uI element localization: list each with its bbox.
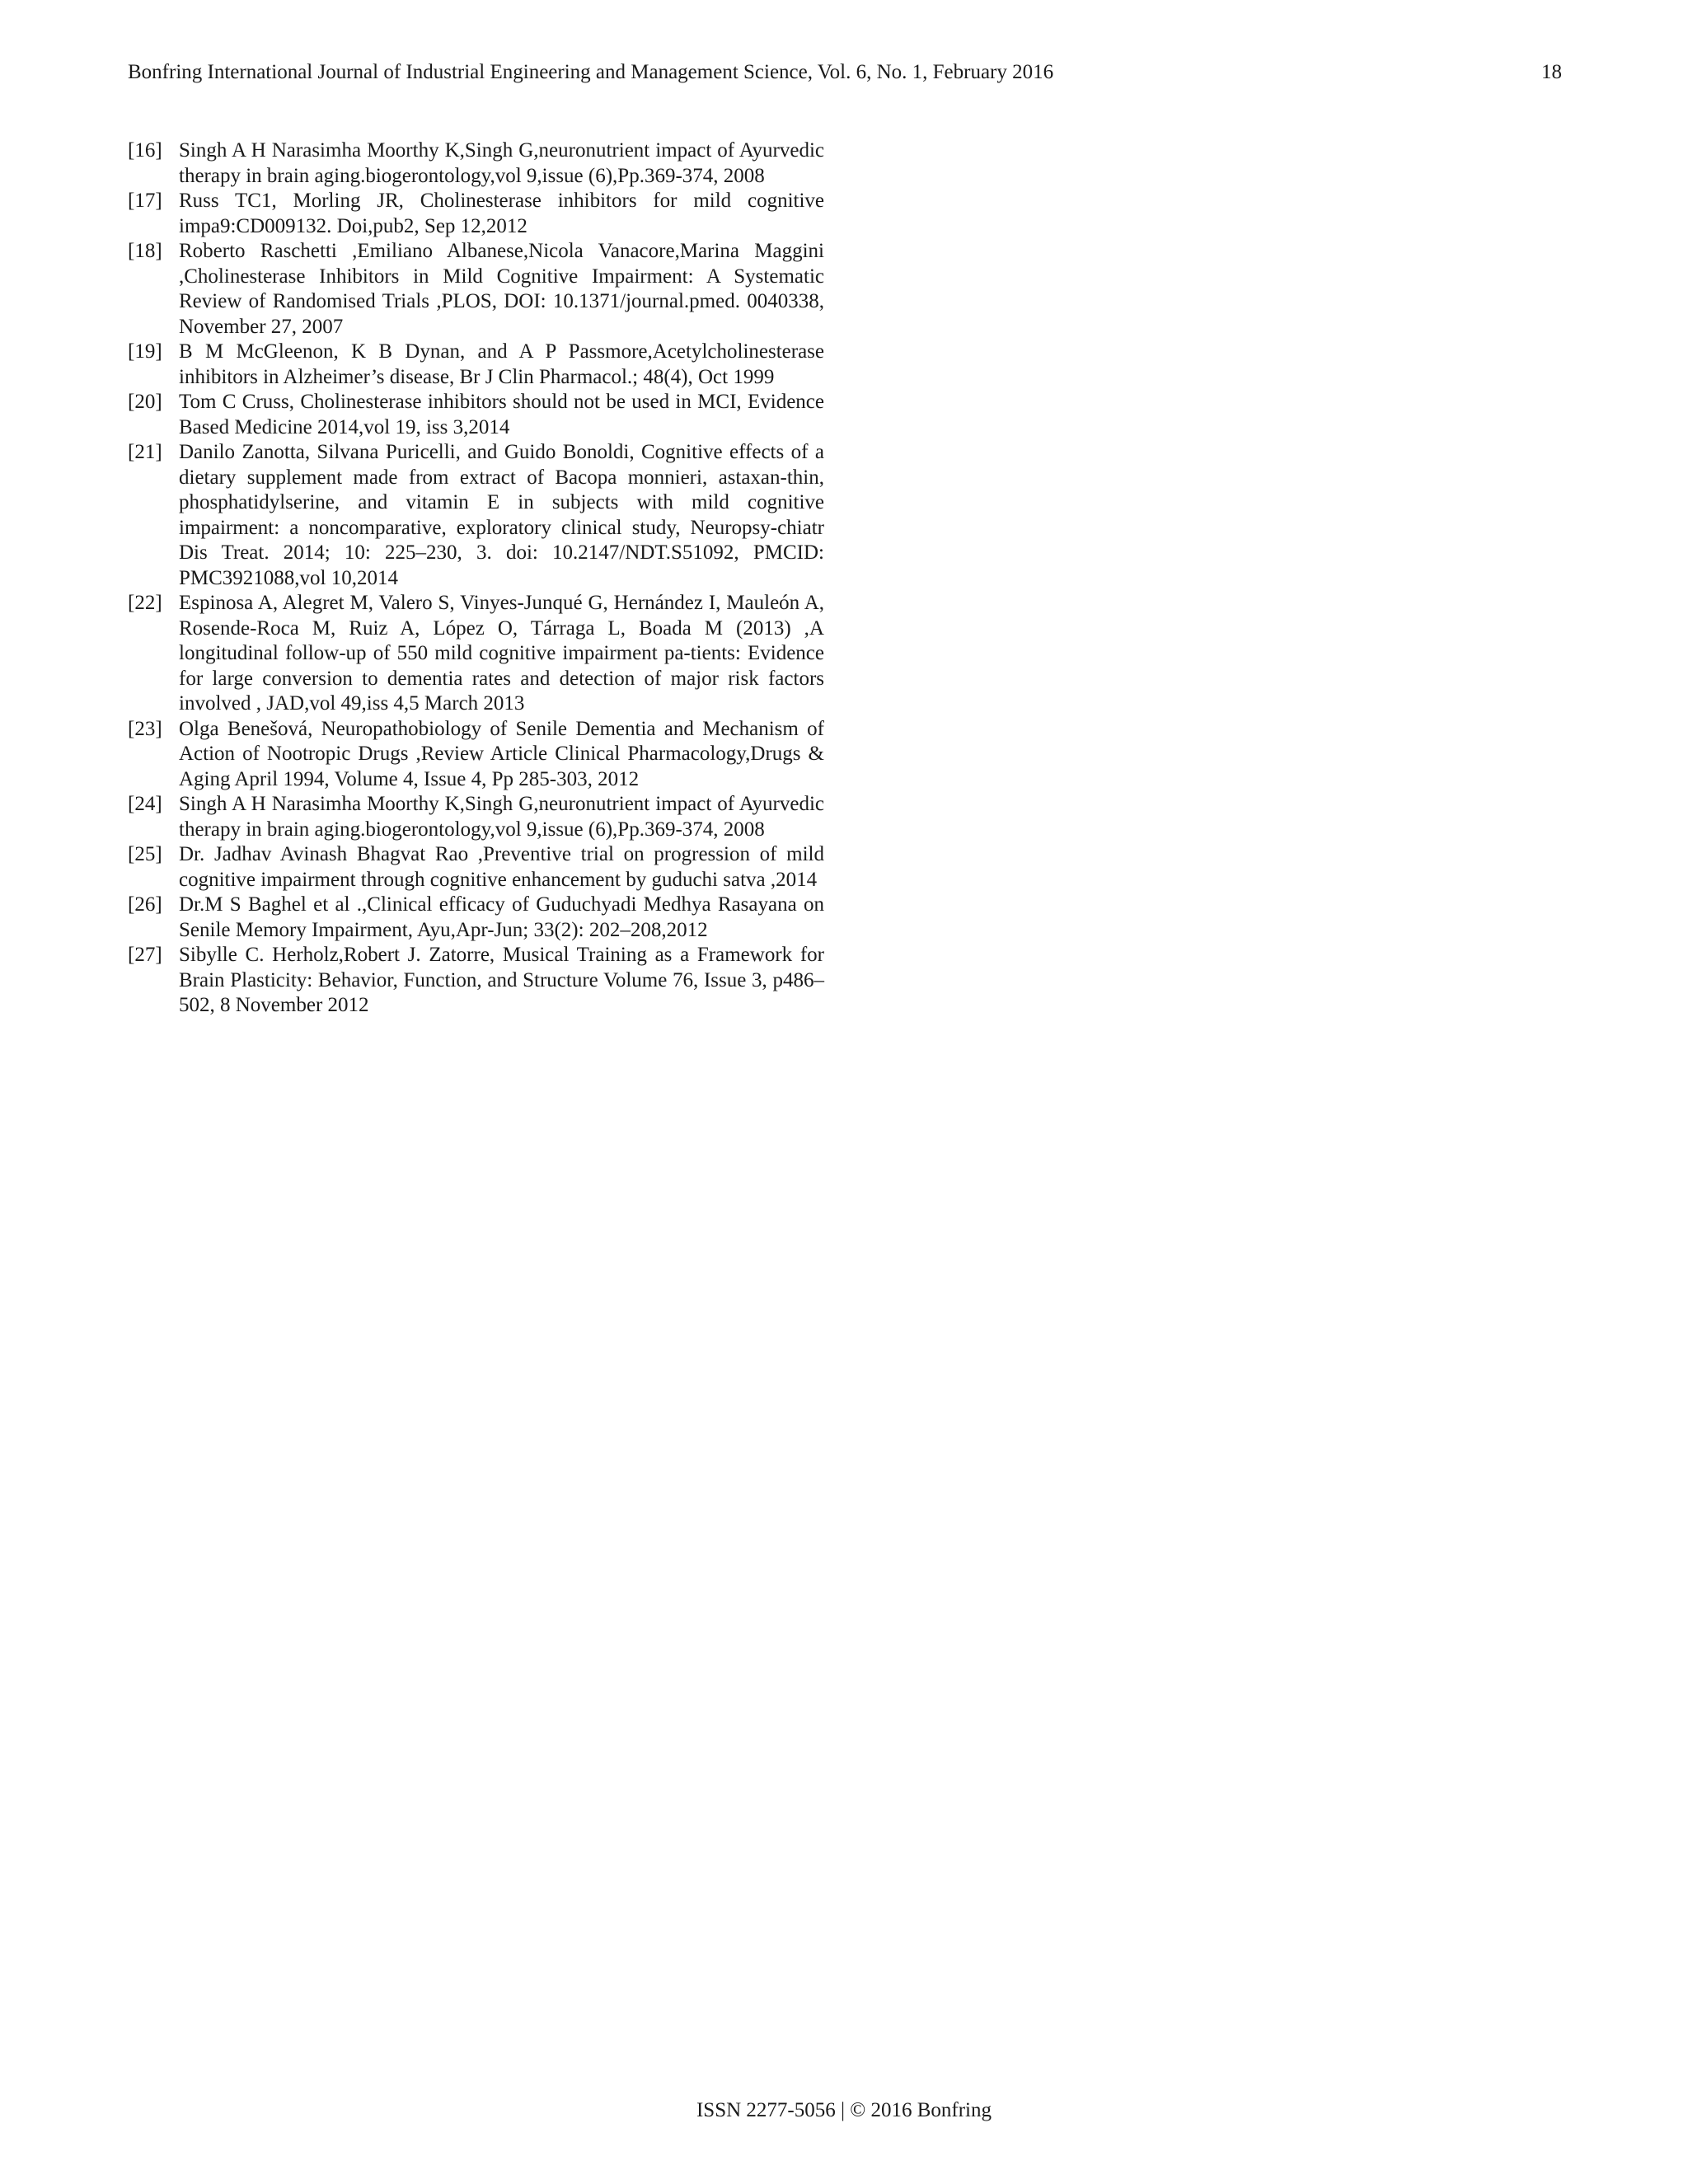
page-number: 18 [1541,61,1562,83]
reference-number: [24] [128,793,162,815]
reference-text: Sibylle C. Herholz,Robert J. Zatorre, Musical Training as a Framework for Brain Plasticity: Behavior, Function, and Structure Volume 76, Issue 3, p486–502, 8 November 2012 [179,944,824,1016]
reference-number: [17] [128,190,162,212]
reference-text: Danilo Zanotta, Silvana Puricelli, and Guido Bonoldi, Cognitive effects of a dietary supplement made from extract of Bacopa monnieri, astaxan-thin, phosphatidylserine, and vitamin E in subjects with mild cognitive impairment: a noncomparative, exploratory clinical study, Neuropsy-chiatr Dis Treat. 2014; 10: 225–230, 3. doi: 10.2147/NDT.S51092, PMCID: PMC3921088,vol 10,2014 [179,441,824,589]
reference-item [128,943,824,1019]
page-header [128,58,1562,91]
reference-number: [19] [128,340,162,363]
reference-number: [20] [128,391,162,413]
reference-number: [16] [128,139,162,162]
page-footer: ISSN 2277-5056 | © 2016 Bonfring [696,2099,992,2121]
reference-number: [21] [128,441,162,463]
reference-number: [23] [128,717,162,740]
reference-item [128,189,824,239]
reference-text: Espinosa A, Alegret M, Valero S, Vinyes-Junqué G, Hernández I, Mauleón A, Rosende-Roca M, Ruiz A, López O, Tárraga L, Boada M (2013) ,A longitudinal follow-up of 550 mild cognitive impairment pa-tients: Evidence for large conversion to dementia rates and detection of major risk factors involved , JAD,vol 49,iss 4,5 March 2013 [179,592,824,715]
reference-number: [27] [128,944,162,966]
reference-number: [26] [128,893,162,916]
reference-item [128,239,824,340]
reference-item [128,717,824,793]
journal-title: Bonfring International Journal of Industrial Engineering and Management Science, Vol. 6, No. 1, February 2016 [128,61,1054,83]
reference-text: Tom C Cruss, Cholinesterase inhibitors should not be used in MCI, Evidence Based Medicine 2014,vol 19, iss 3,2014 [179,391,824,438]
reference-number: [25] [128,843,162,865]
reference-text: Olga Benešová, Neuropathobiology of Senile Dementia and Mechanism of Action of Nootropic Drugs ,Review Article Clinical Pharmacology,Drugs & Aging April 1994, Volume 4, Issue 4, Pp 285-303, 2012 [179,717,824,790]
reference-text: Dr. Jadhav Avinash Bhagvat Rao ,Preventive trial on progression of mild cognitive impairment through cognitive enhancement by guduchi satva ,2014 [179,843,824,891]
reference-text: Singh A H Narasimha Moorthy K,Singh G,neuronutrient impact of Ayurvedic therapy in brain aging.biogerontology,vol 9,issue (6),Pp.369-374, 2008 [179,793,824,841]
reference-text: Singh A H Narasimha Moorthy K,Singh G,neuronutrient impact of Ayurvedic therapy in brain aging.biogerontology,vol 9,issue (6),Pp.369-374, 2008 [179,139,824,187]
reference-number: [22] [128,592,162,614]
reference-text: Roberto Raschetti ,Emiliano Albanese,Nicola Vanacore,Marina Maggini ,Cholinesterase Inhibitors in Mild Cognitive Impairment: A Systematic Review of Randomised Trials ,PLOS, DOI: 10.1371/journal.pmed. 0040338, November 27, 2007 [179,240,824,338]
reference-item [128,792,824,842]
reference-item [128,340,824,390]
reference-item [128,440,824,591]
reference-list [128,138,824,1019]
reference-item [128,390,824,440]
reference-item [128,893,824,943]
reference-item [128,591,824,717]
reference-item [128,138,824,189]
reference-text: Russ TC1, Morling JR, Cholinesterase inhibitors for mild cognitive impa9:CD009132. Doi,pub2, Sep 12,2012 [179,190,824,237]
reference-text: B M McGleenon, K B Dynan, and A P Passmore,Acetylcholinesterase inhibitors in Alzheimer’s disease, Br J Clin Pharmacol.; 48(4), Oct 1999 [179,340,824,388]
reference-number: [18] [128,240,162,262]
reference-text: Dr.M S Baghel et al .,Clinical efficacy of Guduchyadi Medhya Rasayana on Senile Memory Impairment, Ayu,Apr-Jun; 33(2): 202–208,2012 [179,893,824,941]
reference-item [128,842,824,893]
